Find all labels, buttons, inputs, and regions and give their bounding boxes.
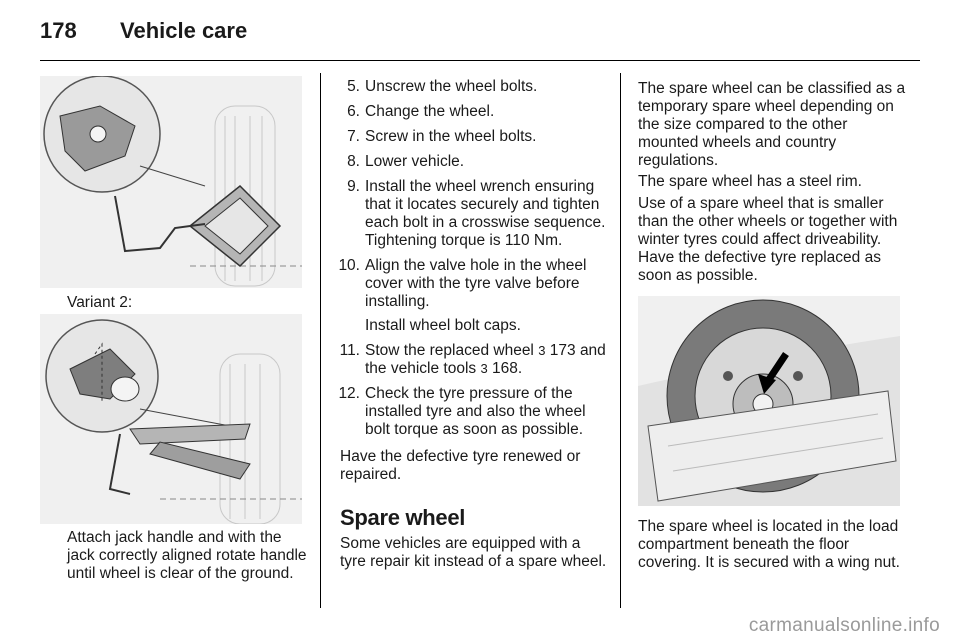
- procedure-steps: [340, 78, 608, 446]
- page-ref-link[interactable]: 173: [549, 342, 576, 359]
- section-heading: Spare wheel: [340, 505, 466, 530]
- left-caption: Attach jack handle and with the jack correctly aligned rotate handle until wheel is clear of the ground.: [67, 529, 307, 582]
- variant-label: Variant 2:: [67, 294, 133, 311]
- list-item: 12. Check the tyre pressure of the installed tyre and also the wheel bolt torque as soon as possible.: [338, 385, 586, 438]
- spare-wheel-para-1: The spare wheel can be classified as a temporary spare wheel depending on the size compared to the other mounted wheels and country regulations.: [638, 80, 906, 169]
- header-rule: [40, 60, 920, 61]
- spare-wheel-para-3: Use of a spare wheel that is smaller than the other wheels or together with winter tyres could affect driveability. Have the defective tyre replaced as soon as possible.: [638, 195, 898, 284]
- right-caption: The spare wheel is located in the load compartment beneath the floor covering. It is secured with a wing nut.: [638, 518, 900, 571]
- list-item: 9. Install the wheel wrench ensuring that it locates securely and tighten each bolt in a crosswise sequence. Tightening torque is 110 Nm.: [347, 178, 606, 249]
- spare-wheel-illustration: [638, 296, 900, 506]
- section-intro: Some vehicles are equipped with a tyre repair kit instead of a spare wheel.: [340, 535, 607, 570]
- page-number: 178: [40, 18, 77, 43]
- page-ref-arrow-icon: 3: [480, 361, 488, 376]
- column-divider-left: [320, 73, 321, 608]
- watermark: carmanualsonline.info: [748, 615, 940, 636]
- page-ref-arrow-icon: 3: [538, 343, 546, 358]
- list-item: 5. Unscrew the wheel bolts.: [347, 78, 538, 95]
- jack-variant-2-illustration: [40, 314, 302, 524]
- list-item: 11. Stow the replaced wheel 3 173 and the vehicle tools 3 168.: [339, 342, 606, 377]
- jack-variant-1-illustration: [40, 76, 302, 288]
- step-subtext: Install wheel bolt caps.: [365, 317, 521, 334]
- spare-wheel-para-2: The spare wheel has a steel rim.: [638, 173, 862, 190]
- chapter-title: Vehicle care: [120, 18, 248, 43]
- column-divider-right: [620, 73, 621, 608]
- page-ref-link[interactable]: 168.: [492, 360, 523, 377]
- after-steps-text: Have the defective tyre renewed or repaired.: [340, 448, 581, 483]
- list-item: 10. Align the valve hole in the wheel cover with the tyre valve before installing. Install wheel bolt caps.: [340, 257, 608, 335]
- list-item: 7. Screw in the wheel bolts.: [347, 128, 537, 145]
- list-item: 6. Change the wheel.: [347, 103, 495, 120]
- list-item: 8. Lower vehicle.: [347, 153, 465, 170]
